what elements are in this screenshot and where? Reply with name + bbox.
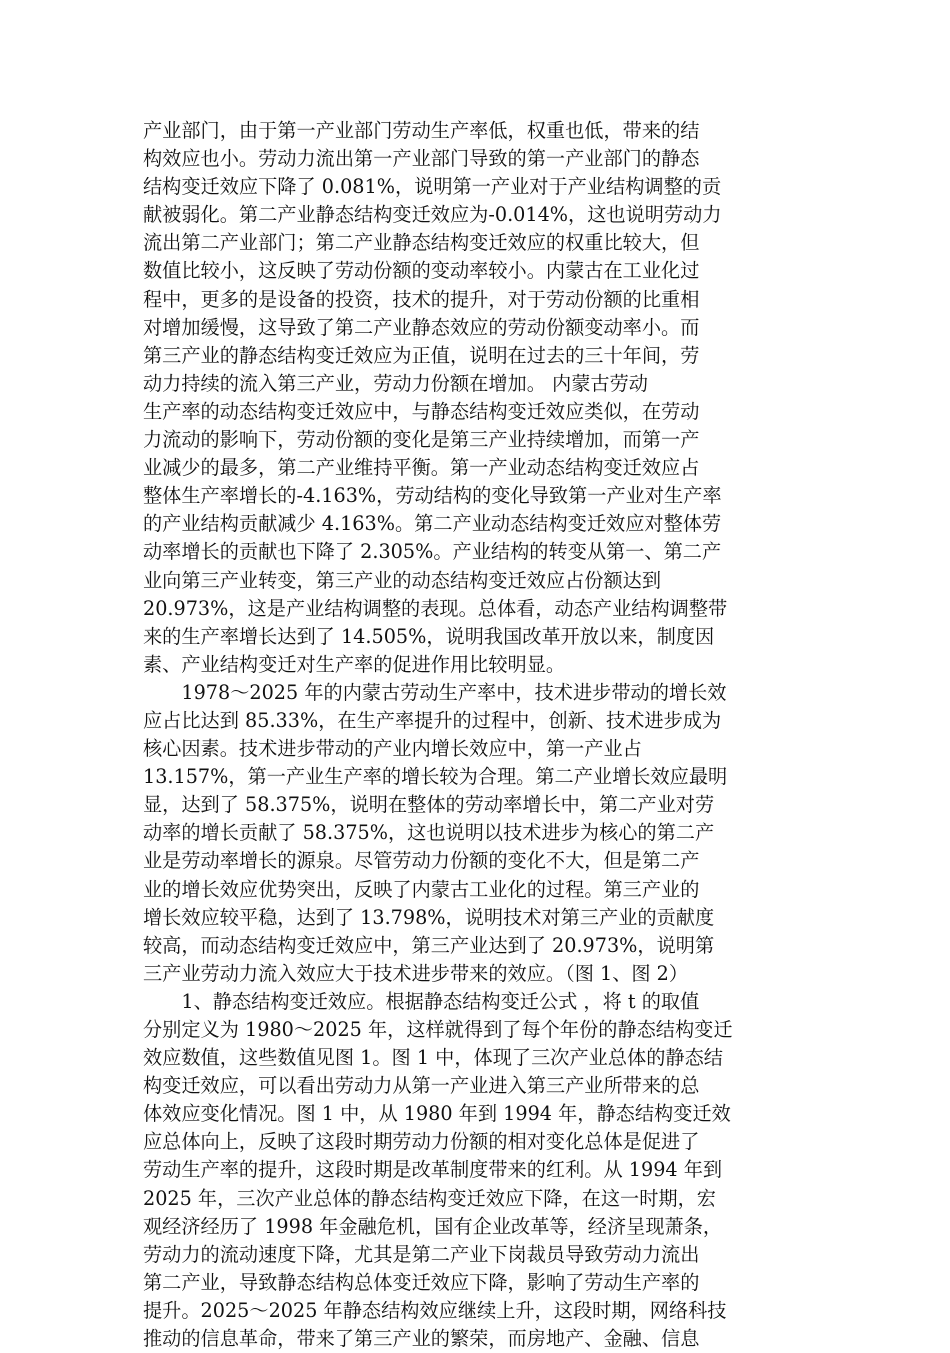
text-line: 第三产业的静态结构变迁效应为正值，说明在过去的三十年间，劳 — [143, 343, 700, 367]
text-line: 劳动生产率的提升，这段时期是改革制度带来的红利。从 1994 年到 — [143, 1158, 723, 1182]
text-line: 业向第三产业转变，第三产业的动态结构变迁效应占份额达到 — [143, 568, 662, 592]
text-line: 增长效应较平稳，达到了 13.798%，说明技术对第三产业的贡献度 — [143, 905, 715, 929]
text-line: 业减少的最多，第二产业维持平衡。第一产业动态结构变迁效应占 — [143, 456, 700, 480]
text-line: 1978～2025 年的内蒙古劳动生产率中，技术进步带动的增长效 — [143, 680, 727, 704]
text-line: 推动的信息革命，带来了第三产业的繁荣，而房地产、金融、信息 — [143, 1327, 700, 1351]
text-line: 观经济经历了 1998 年金融危机，国有企业改革等，经济呈现萧条， — [143, 1214, 723, 1238]
text-line: 对增加缓慢，这导致了第二产业静态效应的劳动份额变动率小。而 — [143, 315, 700, 339]
text-line: 程中，更多的是设备的投资，技术的提升，对于劳动份额的比重相 — [143, 287, 700, 311]
text-line: 整体生产率增长的-4.163%，劳动结构的变化导致第一产业对生产率 — [143, 484, 722, 508]
text-line: 生产率的动态结构变迁效应中，与静态结构变迁效应类似，在劳动 — [143, 399, 700, 423]
text-line: 来的生产率增长达到了 14.505%，说明我国改革开放以来，制度因 — [143, 624, 715, 648]
text-line: 显，达到了 58.375%，说明在整体的劳动率增长中，第二产业对劳 — [143, 793, 715, 817]
text-line: 三产业劳动力流入效应大于技术进步带来的效应。（图 1、图 2） — [143, 961, 689, 985]
text-line: 20.973%，这是产业结构调整的表现。总体看，动态产业结构调整带 — [143, 596, 728, 620]
text-line: 效应数值，这些数值见图 1。图 1 中，体现了三次产业总体的静态结 — [143, 1046, 723, 1070]
text-line: 结构变迁效应下降了 0.081%，说明第一产业对于产业结构调整的贡 — [143, 175, 722, 199]
text-line: 提升。2025～2025 年静态结构效应继续上升，这段时期，网络科技 — [143, 1298, 727, 1322]
text-line: 第二产业，导致静态结构总体变迁效应下降，影响了劳动生产率的 — [143, 1270, 700, 1294]
text-line: 较高，而动态结构变迁效应中，第三产业达到了 20.973%，说明第 — [143, 933, 715, 957]
text-line: 1、静态结构变迁效应。根据静态结构变迁公式 ，将 t 的取值 — [143, 989, 700, 1013]
text-line: 劳动力的流动速度下降，尤其是第二产业下岗裁员导致劳动力流出 — [143, 1242, 700, 1266]
text-line: 献被弱化。第二产业静态结构变迁效应为-0.014%，这也说明劳动力 — [143, 203, 722, 227]
text-line: 2025 年，三次产业总体的静态结构变迁效应下降，在这一时期，宏 — [143, 1186, 716, 1210]
text-line: 构效应也小。劳动力流出第一产业部门导致的第一产业部门的静态 — [143, 147, 700, 171]
text-line: 业的增长效应优势突出，反映了内蒙古工业化的过程。第三产业的 — [143, 877, 700, 901]
text-line: 动率增长的贡献也下降了 2.305%。产业结构的转变从第一、第二产 — [143, 540, 722, 564]
text-line: 构变迁效应，可以看出劳动力从第一产业进入第三产业所带来的总 — [143, 1074, 700, 1098]
body-text — [143, 117, 808, 1353]
text-line: 核心因素。技术进步带动的产业内增长效应中，第一产业占 — [143, 737, 642, 761]
text-line: 应总体向上，反映了这段时期劳动力份额的相对变化总体是促进了 — [143, 1130, 700, 1154]
text-line: 动力持续的流入第三产业，劳动力份额在增加。 内蒙古劳动 — [143, 371, 648, 395]
text-line: 素、产业结构变迁对生产率的促进作用比较明显。 — [143, 652, 566, 676]
text-line: 分别定义为 1980～2025 年，这样就得到了每个年份的静态结构变迁 — [143, 1018, 733, 1041]
text-line: 业是劳动率增长的源泉。尽管劳动力份额的变化不大，但是第二产 — [143, 849, 700, 873]
text-line: 产业部门，由于第一产业部门劳动生产率低，权重也低，带来的结 — [143, 119, 700, 142]
text-line: 的产业结构贡献减少 4.163%。第二产业动态结构变迁效应对整体劳 — [143, 512, 722, 536]
text-line: 应占比达到 85.33%，在生产率提升的过程中，创新、技术进步成为 — [143, 708, 722, 732]
text-line: 力流动的影响下，劳动份额的变化是第三产业持续增加，而第一产 — [143, 428, 700, 452]
text-line: 流出第二产业部门；第二产业静态结构变迁效应的权重比较大，但 — [143, 231, 700, 255]
text-line: 13.157%，第一产业生产率的增长较为合理。第二产业增长效应最明 — [143, 765, 728, 789]
text-line: 动率的增长贡献了 58.375%，这也说明以技术进步为核心的第二产 — [143, 821, 715, 845]
text-line: 数值比较小，这反映了劳动份额的变动率较小。内蒙古在工业化过 — [143, 259, 700, 283]
text-line: 体效应变化情况。图 1 中，从 1980 年到 1994 年，静态结构变迁效 — [143, 1102, 731, 1126]
